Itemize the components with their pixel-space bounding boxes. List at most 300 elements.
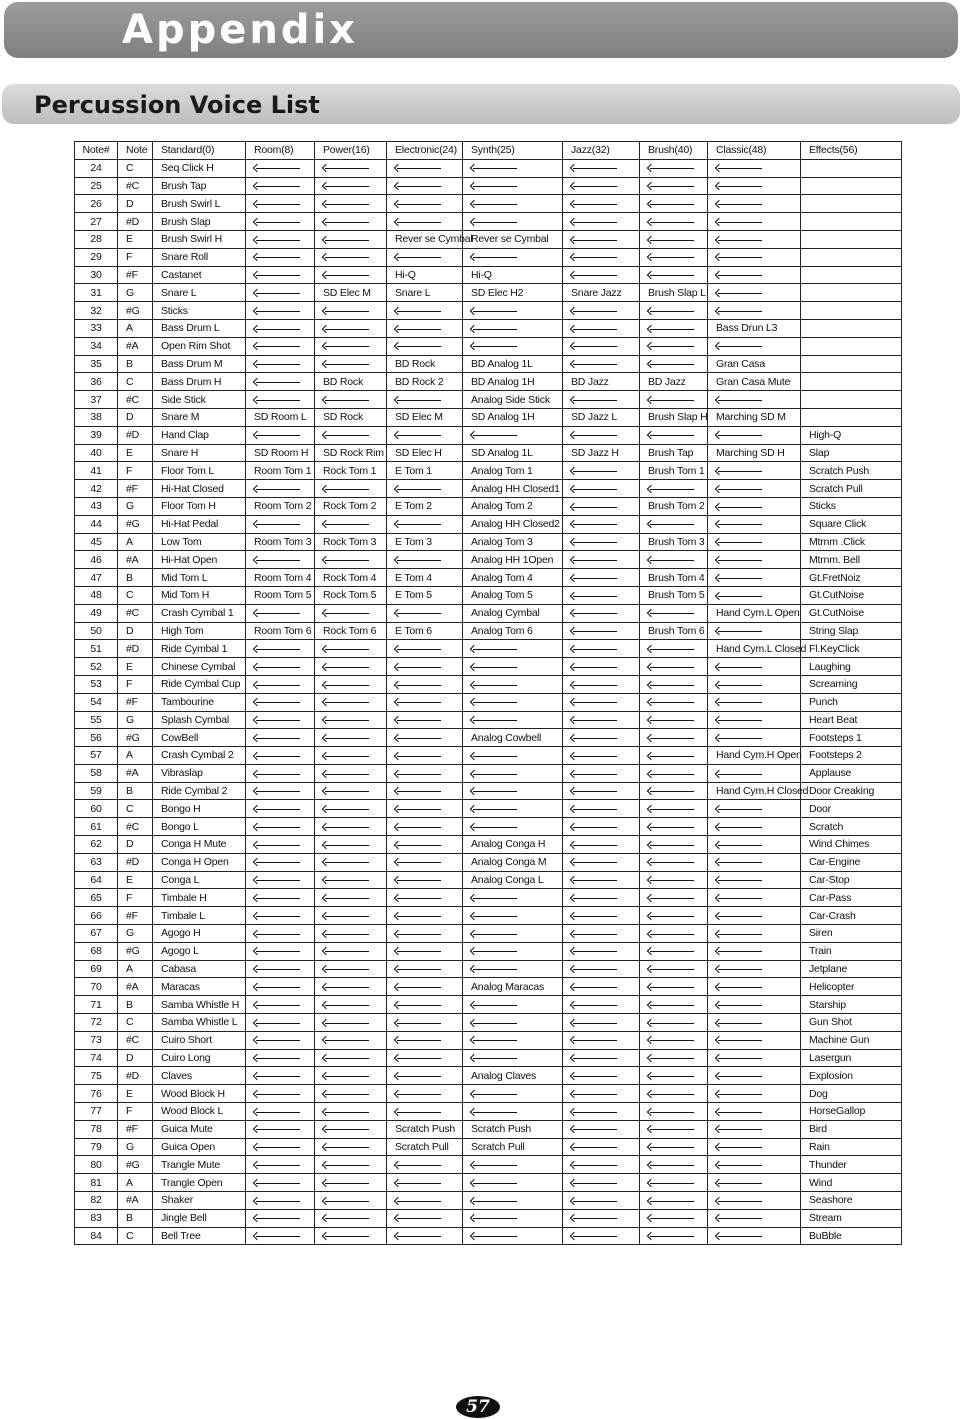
- left-arrow-icon: [648, 307, 694, 315]
- page-number: 57: [456, 1396, 500, 1418]
- left-arrow-icon: [395, 716, 441, 724]
- table-cell: E Tom 4: [387, 569, 463, 587]
- table-cell: Room Tom 1: [246, 462, 315, 480]
- same-as-standard-cell: [640, 391, 708, 409]
- left-arrow-icon: [571, 1197, 617, 1205]
- table-cell: 33: [75, 319, 118, 337]
- left-arrow-icon: [648, 1036, 694, 1044]
- left-arrow-icon: [648, 681, 694, 689]
- same-as-standard-cell: [315, 836, 387, 854]
- left-arrow-icon: [323, 1197, 369, 1205]
- table-cell: Conga H Mute: [153, 836, 246, 854]
- left-arrow-icon: [648, 752, 694, 760]
- table-cell: 74: [75, 1049, 118, 1067]
- table-cell: 82: [75, 1192, 118, 1210]
- table-cell: Punch: [801, 693, 902, 711]
- same-as-standard-cell: [640, 658, 708, 676]
- column-header: Synth(25): [463, 142, 563, 160]
- same-as-standard-cell: [640, 1049, 708, 1067]
- table-cell: Brush Tom 3: [640, 533, 708, 551]
- same-as-standard-cell: [246, 747, 315, 765]
- table-cell: 35: [75, 355, 118, 373]
- left-arrow-icon: [571, 236, 617, 244]
- column-header: Brush(40): [640, 142, 708, 160]
- table-cell: Applause: [801, 764, 902, 782]
- table-row: [75, 230, 902, 248]
- left-arrow-icon: [323, 164, 369, 172]
- left-arrow-icon: [254, 1179, 300, 1187]
- left-arrow-icon: [395, 1001, 441, 1009]
- left-arrow-icon: [571, 1179, 617, 1187]
- same-as-standard-cell: [246, 658, 315, 676]
- table-cell: BuBble: [801, 1227, 902, 1245]
- left-arrow-icon: [571, 574, 617, 582]
- same-as-standard-cell: [315, 355, 387, 373]
- table-cell: Snare Jazz: [563, 284, 640, 302]
- left-arrow-icon: [571, 823, 617, 831]
- table-row: [75, 925, 902, 943]
- table-cell: [801, 355, 902, 373]
- table-cell: Siren: [801, 925, 902, 943]
- table-cell: C: [118, 373, 153, 391]
- same-as-standard-cell: [246, 195, 315, 213]
- same-as-standard-cell: [246, 640, 315, 658]
- left-arrow-icon: [716, 983, 762, 991]
- left-arrow-icon: [648, 431, 694, 439]
- same-as-standard-cell: [315, 1174, 387, 1192]
- left-arrow-icon: [716, 467, 762, 475]
- left-arrow-icon: [254, 1019, 300, 1027]
- same-as-standard-cell: [563, 622, 640, 640]
- table-row: [75, 408, 902, 426]
- table-row: [75, 622, 902, 640]
- left-arrow-icon: [648, 734, 694, 742]
- left-arrow-icon: [323, 200, 369, 208]
- same-as-standard-cell: [246, 213, 315, 231]
- table-cell: #C: [118, 818, 153, 836]
- column-header: Jazz(32): [563, 142, 640, 160]
- same-as-standard-cell: [246, 1031, 315, 1049]
- table-cell: 42: [75, 480, 118, 498]
- same-as-standard-cell: [640, 800, 708, 818]
- same-as-standard-cell: [315, 266, 387, 284]
- same-as-standard-cell: [563, 462, 640, 480]
- table-cell: Stream: [801, 1209, 902, 1227]
- table-cell: Chinese Cymbal: [153, 658, 246, 676]
- same-as-standard-cell: [246, 889, 315, 907]
- left-arrow-icon: [648, 698, 694, 706]
- same-as-standard-cell: [463, 1085, 563, 1103]
- table-cell: BD Rock: [315, 373, 387, 391]
- table-cell: D: [118, 195, 153, 213]
- left-arrow-icon: [571, 592, 617, 600]
- same-as-standard-cell: [563, 1067, 640, 1085]
- table-cell: Wind: [801, 1174, 902, 1192]
- same-as-standard-cell: [708, 729, 801, 747]
- same-as-standard-cell: [708, 391, 801, 409]
- left-arrow-icon: [323, 947, 369, 955]
- same-as-standard-cell: [315, 213, 387, 231]
- left-arrow-icon: [323, 271, 369, 279]
- same-as-standard-cell: [640, 836, 708, 854]
- same-as-standard-cell: [640, 640, 708, 658]
- table-cell: Bass Drum L: [153, 319, 246, 337]
- left-arrow-icon: [323, 645, 369, 653]
- left-arrow-icon: [323, 1019, 369, 1027]
- left-arrow-icon: [323, 182, 369, 190]
- table-cell: SD Elec H2: [463, 284, 563, 302]
- same-as-standard-cell: [463, 177, 563, 195]
- table-cell: Bass Drum H: [153, 373, 246, 391]
- left-arrow-icon: [254, 236, 300, 244]
- left-arrow-icon: [571, 218, 617, 226]
- same-as-standard-cell: [640, 960, 708, 978]
- same-as-standard-cell: [387, 248, 463, 266]
- same-as-standard-cell: [563, 302, 640, 320]
- table-cell: Cuiro Short: [153, 1031, 246, 1049]
- same-as-standard-cell: [463, 960, 563, 978]
- table-row: [75, 729, 902, 747]
- same-as-standard-cell: [246, 319, 315, 337]
- left-arrow-icon: [323, 218, 369, 226]
- table-cell: Sticks: [801, 497, 902, 515]
- table-row: [75, 1138, 902, 1156]
- same-as-standard-cell: [463, 1192, 563, 1210]
- table-row: [75, 1227, 902, 1245]
- left-arrow-icon: [716, 431, 762, 439]
- table-cell: 30: [75, 266, 118, 284]
- left-arrow-icon: [571, 947, 617, 955]
- table-cell: SD Jazz H: [563, 444, 640, 462]
- table-cell: Brush Tom 6: [640, 622, 708, 640]
- table-cell: 57: [75, 747, 118, 765]
- left-arrow-icon: [571, 271, 617, 279]
- left-arrow-icon: [648, 930, 694, 938]
- table-cell: Thunder: [801, 1156, 902, 1174]
- table-cell: BD Rock 2: [387, 373, 463, 391]
- left-arrow-icon: [648, 200, 694, 208]
- table-row: [75, 996, 902, 1014]
- same-as-standard-cell: [315, 1049, 387, 1067]
- same-as-standard-cell: [315, 426, 387, 444]
- table-cell: Scratch Pull: [463, 1138, 563, 1156]
- left-arrow-icon: [716, 805, 762, 813]
- table-cell: 67: [75, 925, 118, 943]
- same-as-standard-cell: [463, 302, 563, 320]
- same-as-standard-cell: [387, 960, 463, 978]
- same-as-standard-cell: [563, 800, 640, 818]
- same-as-standard-cell: [563, 551, 640, 569]
- same-as-standard-cell: [708, 515, 801, 533]
- same-as-standard-cell: [463, 996, 563, 1014]
- table-row: [75, 889, 902, 907]
- left-arrow-icon: [471, 681, 517, 689]
- table-cell: Snare H: [153, 444, 246, 462]
- same-as-standard-cell: [315, 604, 387, 622]
- same-as-standard-cell: [246, 711, 315, 729]
- table-cell: Slap: [801, 444, 902, 462]
- same-as-standard-cell: [563, 533, 640, 551]
- same-as-standard-cell: [246, 675, 315, 693]
- same-as-standard-cell: [640, 480, 708, 498]
- table-cell: D: [118, 408, 153, 426]
- table-row: [75, 337, 902, 355]
- table-cell: SD Room L: [246, 408, 315, 426]
- same-as-standard-cell: [315, 1085, 387, 1103]
- left-arrow-icon: [648, 325, 694, 333]
- same-as-standard-cell: [387, 337, 463, 355]
- table-cell: Trangle Open: [153, 1174, 246, 1192]
- table-cell: Rock Tom 5: [315, 586, 387, 604]
- left-arrow-icon: [395, 1232, 441, 1240]
- left-arrow-icon: [254, 770, 300, 778]
- left-arrow-icon: [323, 716, 369, 724]
- table-cell: #D: [118, 853, 153, 871]
- left-arrow-icon: [254, 1036, 300, 1044]
- same-as-standard-cell: [246, 1103, 315, 1121]
- left-arrow-icon: [648, 1161, 694, 1169]
- same-as-standard-cell: [315, 800, 387, 818]
- left-arrow-icon: [648, 841, 694, 849]
- left-arrow-icon: [648, 912, 694, 920]
- table-cell: Bird: [801, 1120, 902, 1138]
- same-as-standard-cell: [315, 391, 387, 409]
- table-cell: Dog: [801, 1085, 902, 1103]
- same-as-standard-cell: [387, 782, 463, 800]
- table-cell: B: [118, 782, 153, 800]
- same-as-standard-cell: [387, 159, 463, 177]
- table-cell: Gran Casa Mute: [708, 373, 801, 391]
- table-cell: #F: [118, 907, 153, 925]
- same-as-standard-cell: [640, 925, 708, 943]
- left-arrow-icon: [254, 1108, 300, 1116]
- same-as-standard-cell: [708, 1031, 801, 1049]
- table-cell: 51: [75, 640, 118, 658]
- table-cell: Timbale L: [153, 907, 246, 925]
- same-as-standard-cell: [708, 1138, 801, 1156]
- left-arrow-icon: [571, 716, 617, 724]
- left-arrow-icon: [323, 876, 369, 884]
- table-cell: Machine Gun: [801, 1031, 902, 1049]
- left-arrow-icon: [571, 787, 617, 795]
- left-arrow-icon: [571, 467, 617, 475]
- left-arrow-icon: [323, 1161, 369, 1169]
- same-as-standard-cell: [315, 159, 387, 177]
- same-as-standard-cell: [387, 426, 463, 444]
- table-row: [75, 355, 902, 373]
- table-cell: Hi-Hat Open: [153, 551, 246, 569]
- left-arrow-icon: [254, 1143, 300, 1151]
- left-arrow-icon: [254, 805, 300, 813]
- same-as-standard-cell: [708, 462, 801, 480]
- same-as-standard-cell: [463, 693, 563, 711]
- table-row: [75, 871, 902, 889]
- same-as-standard-cell: [315, 480, 387, 498]
- left-arrow-icon: [571, 1054, 617, 1062]
- same-as-standard-cell: [246, 925, 315, 943]
- table-cell: F: [118, 248, 153, 266]
- table-cell: High Tom: [153, 622, 246, 640]
- same-as-standard-cell: [387, 1085, 463, 1103]
- table-cell: Analog Claves: [463, 1067, 563, 1085]
- table-row: [75, 942, 902, 960]
- left-arrow-icon: [323, 770, 369, 778]
- table-cell: Wind Chimes: [801, 836, 902, 854]
- same-as-standard-cell: [246, 355, 315, 373]
- table-cell: 24: [75, 159, 118, 177]
- table-cell: Bass Drum M: [153, 355, 246, 373]
- left-arrow-icon: [323, 1001, 369, 1009]
- same-as-standard-cell: [708, 1192, 801, 1210]
- left-arrow-icon: [716, 574, 762, 582]
- table-cell: Room Tom 3: [246, 533, 315, 551]
- same-as-standard-cell: [708, 284, 801, 302]
- left-arrow-icon: [254, 947, 300, 955]
- table-cell: BD Jazz: [640, 373, 708, 391]
- left-arrow-icon: [716, 164, 762, 172]
- left-arrow-icon: [471, 218, 517, 226]
- left-arrow-icon: [254, 609, 300, 617]
- table-cell: Brush Slap H: [640, 408, 708, 426]
- same-as-standard-cell: [315, 1031, 387, 1049]
- table-cell: Car-Crash: [801, 907, 902, 925]
- left-arrow-icon: [254, 325, 300, 333]
- same-as-standard-cell: [708, 1014, 801, 1032]
- left-arrow-icon: [395, 681, 441, 689]
- same-as-standard-cell: [640, 1192, 708, 1210]
- table-cell: Trangle Mute: [153, 1156, 246, 1174]
- left-arrow-icon: [648, 663, 694, 671]
- left-arrow-icon: [323, 965, 369, 973]
- left-arrow-icon: [254, 1054, 300, 1062]
- left-arrow-icon: [471, 200, 517, 208]
- same-as-standard-cell: [246, 1138, 315, 1156]
- left-arrow-icon: [254, 663, 300, 671]
- table-cell: Bell Tree: [153, 1227, 246, 1245]
- left-arrow-icon: [648, 218, 694, 226]
- left-arrow-icon: [471, 805, 517, 813]
- table-cell: #C: [118, 604, 153, 622]
- left-arrow-icon: [716, 681, 762, 689]
- left-arrow-icon: [716, 858, 762, 866]
- left-arrow-icon: [716, 627, 762, 635]
- table-cell: Rock Tom 6: [315, 622, 387, 640]
- table-cell: Tambourine: [153, 693, 246, 711]
- same-as-standard-cell: [640, 996, 708, 1014]
- table-cell: 46: [75, 551, 118, 569]
- left-arrow-icon: [471, 770, 517, 778]
- table-cell: Analog Tom 3: [463, 533, 563, 551]
- table-cell: Brush Tom 2: [640, 497, 708, 515]
- same-as-standard-cell: [315, 960, 387, 978]
- left-arrow-icon: [648, 1019, 694, 1027]
- same-as-standard-cell: [387, 996, 463, 1014]
- left-arrow-icon: [648, 485, 694, 493]
- table-cell: 48: [75, 586, 118, 604]
- left-arrow-icon: [571, 1036, 617, 1044]
- table-cell: C: [118, 1014, 153, 1032]
- same-as-standard-cell: [563, 230, 640, 248]
- table-cell: Maracas: [153, 978, 246, 996]
- same-as-standard-cell: [640, 266, 708, 284]
- column-header: Note#: [75, 142, 118, 160]
- same-as-standard-cell: [246, 302, 315, 320]
- same-as-standard-cell: [708, 836, 801, 854]
- table-cell: 55: [75, 711, 118, 729]
- left-arrow-icon: [571, 1232, 617, 1240]
- left-arrow-icon: [716, 876, 762, 884]
- left-arrow-icon: [571, 609, 617, 617]
- table-cell: A: [118, 533, 153, 551]
- same-as-standard-cell: [563, 711, 640, 729]
- appendix-banner: [4, 2, 958, 58]
- left-arrow-icon: [471, 1197, 517, 1205]
- same-as-standard-cell: [315, 871, 387, 889]
- same-as-standard-cell: [463, 248, 563, 266]
- left-arrow-icon: [716, 200, 762, 208]
- table-row: [75, 480, 902, 498]
- table-row: [75, 1174, 902, 1192]
- same-as-standard-cell: [387, 907, 463, 925]
- same-as-standard-cell: [563, 1156, 640, 1174]
- left-arrow-icon: [323, 805, 369, 813]
- table-cell: Sticks: [153, 302, 246, 320]
- same-as-standard-cell: [640, 1120, 708, 1138]
- table-cell: #G: [118, 942, 153, 960]
- table-row: [75, 1192, 902, 1210]
- left-arrow-icon: [323, 236, 369, 244]
- same-as-standard-cell: [387, 302, 463, 320]
- table-cell: 66: [75, 907, 118, 925]
- left-arrow-icon: [716, 1001, 762, 1009]
- table-row: [75, 195, 902, 213]
- same-as-standard-cell: [708, 213, 801, 231]
- same-as-standard-cell: [463, 159, 563, 177]
- table-cell: E Tom 5: [387, 586, 463, 604]
- table-cell: E: [118, 444, 153, 462]
- same-as-standard-cell: [246, 1049, 315, 1067]
- left-arrow-icon: [254, 823, 300, 831]
- left-arrow-icon: [571, 253, 617, 261]
- table-cell: Samba Whistle H: [153, 996, 246, 1014]
- same-as-standard-cell: [640, 337, 708, 355]
- left-arrow-icon: [254, 912, 300, 920]
- table-cell: Snare L: [387, 284, 463, 302]
- left-arrow-icon: [395, 1072, 441, 1080]
- same-as-standard-cell: [315, 515, 387, 533]
- same-as-standard-cell: [246, 942, 315, 960]
- same-as-standard-cell: [563, 764, 640, 782]
- table-cell: 39: [75, 426, 118, 444]
- left-arrow-icon: [323, 1143, 369, 1151]
- table-cell: #F: [118, 266, 153, 284]
- table-cell: 61: [75, 818, 118, 836]
- same-as-standard-cell: [387, 1014, 463, 1032]
- table-cell: Hand Clap: [153, 426, 246, 444]
- table-cell: [801, 230, 902, 248]
- left-arrow-icon: [648, 805, 694, 813]
- table-cell: 75: [75, 1067, 118, 1085]
- same-as-standard-cell: [640, 1156, 708, 1174]
- same-as-standard-cell: [563, 747, 640, 765]
- same-as-standard-cell: [315, 747, 387, 765]
- table-cell: B: [118, 355, 153, 373]
- table-cell: Rock Tom 3: [315, 533, 387, 551]
- left-arrow-icon: [571, 770, 617, 778]
- table-cell: Ride Cymbal Cup: [153, 675, 246, 693]
- same-as-standard-cell: [708, 1085, 801, 1103]
- same-as-standard-cell: [246, 480, 315, 498]
